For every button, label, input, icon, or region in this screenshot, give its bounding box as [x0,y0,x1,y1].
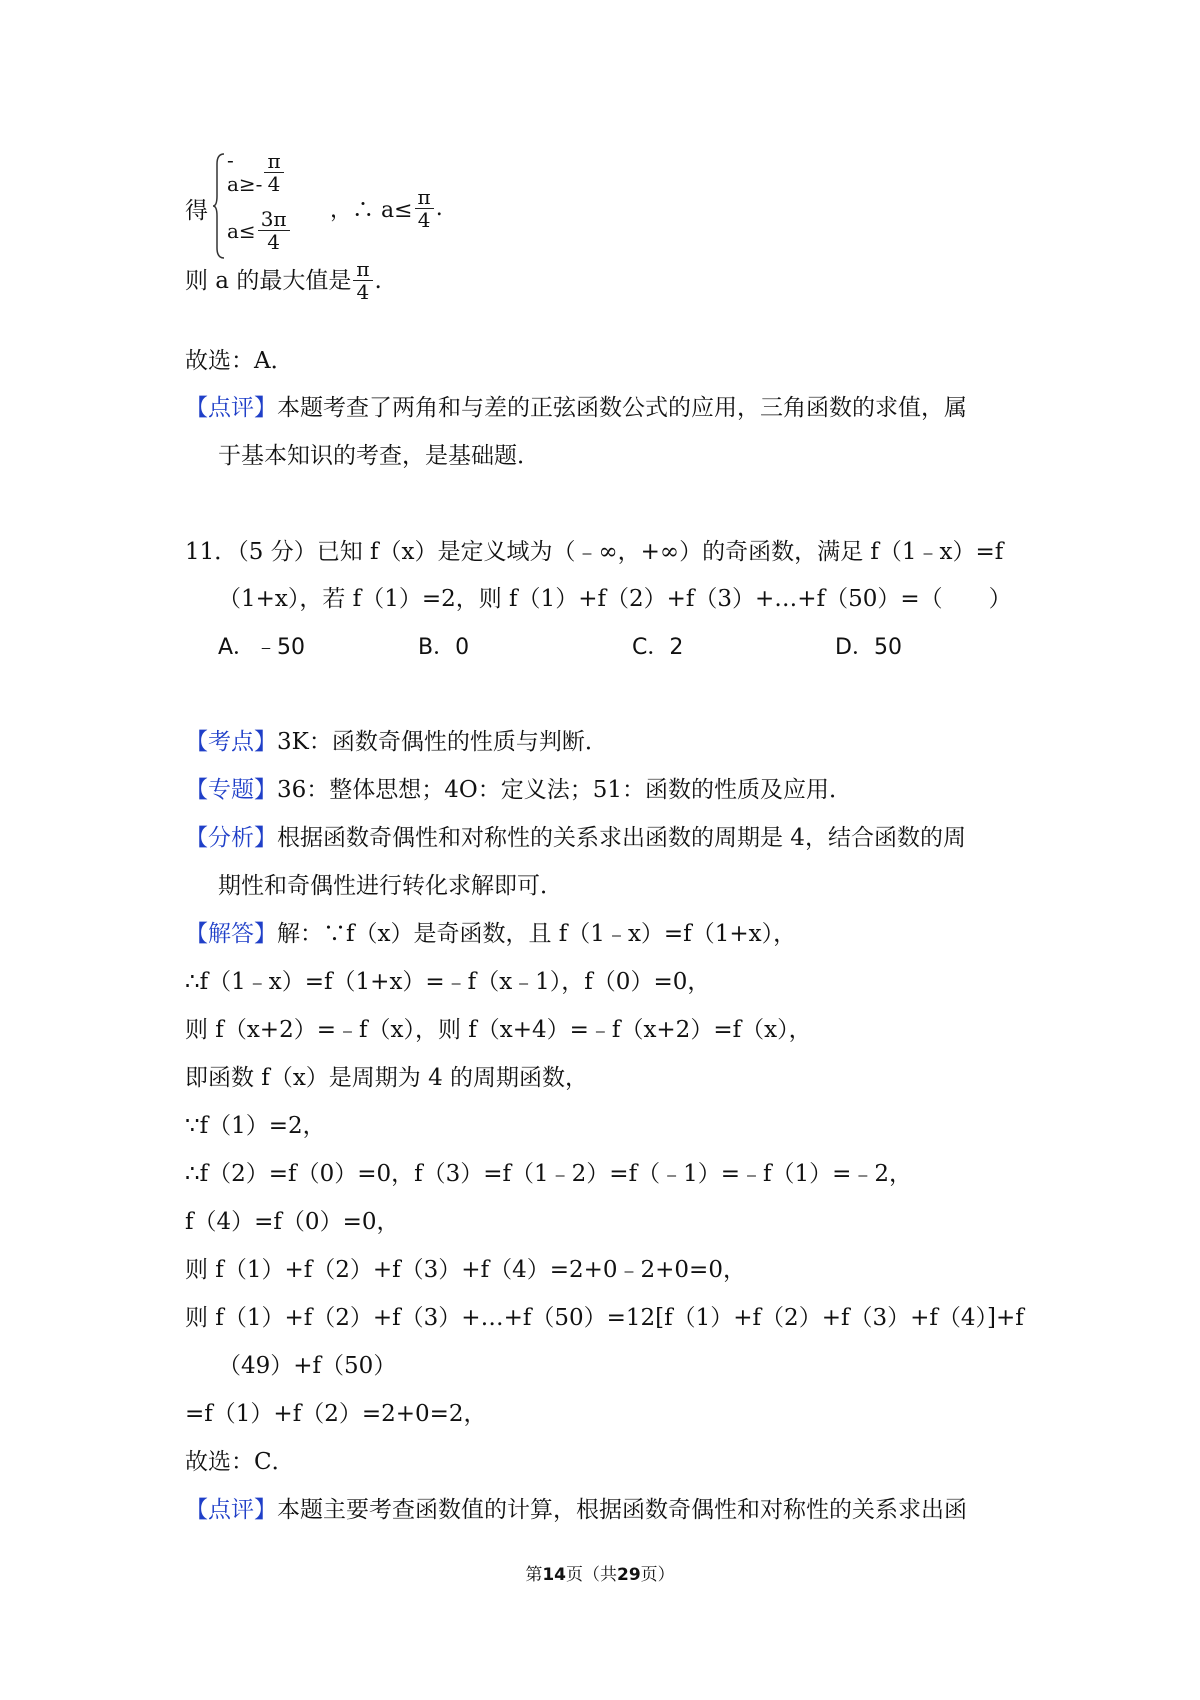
fraction-3pi-over-4: $\frac{3\pi}{4}$ [258,208,290,253]
previous-comment-line-2: 于基本知识的考查，是基础题． [218,443,540,469]
jieda-line-7: 则 f（1）+f（2）+f（3）+f（4）=2+0﹣2+0=0， [185,1257,746,1283]
jieda-line-11: 故选：C． [185,1449,295,1475]
fenxi-line-2: 期性和奇偶性进行转化求解即可． [218,873,563,899]
comment-tag: 【点评】 [185,395,277,421]
page-total: 29 [617,1565,641,1585]
question-line-2: （1+x），若 f（1）=2，则 f（1）+f（2）+f（3）+…+f（50）=（ ） [218,586,1012,612]
jieda-line-5: ∴f（2）=f（0）=0，f（3）=f（1﹣2）=f（﹣1）=﹣f（1）=﹣2， [185,1161,913,1187]
jieda-line-2: 则 f（x+2）=﹣f（x），则 f（x+4）=﹣f（x+2）=f（x）， [185,1017,812,1043]
zhuanti-tag: 【专题】 [185,777,277,803]
inequality-row-2: a≤ $\frac{3\pi}{4}$ [227,208,292,253]
left-brace [213,152,225,260]
jieda-line-3: 即函数 f（x）是周期为 4 的周期函数， [185,1065,589,1091]
kaodian-tag: 【考点】 [185,729,277,755]
choice-c: C．2 [632,635,684,660]
jieda-line-4: ∵f（1）=2， [185,1113,326,1139]
choice-a: A．﹣50 [218,635,306,660]
jieda-line-0: 【解答】解：∵f（x）是奇函数，且 f（1﹣x）=f（1+x）， [185,921,797,947]
jieda-line-10: =f（1）+f（2）=2+0=2， [185,1401,487,1427]
comment-line: 【点评】本题主要考查函数值的计算，根据函数奇偶性和对称性的关系求出函 [185,1497,967,1523]
fenxi-tag: 【分析】 [185,825,277,851]
fraction-pi-over-4: $\frac{\pi}{4}$ [415,186,434,231]
choice-b: B．0 [418,635,470,660]
jieda-line-6: f（4）=f（0）=0， [185,1209,400,1235]
max-value-line: 则 a 的最大值是 $\frac{\pi}{4}$ . [185,257,382,304]
kaodian-line: 【考点】3K：函数奇偶性的性质与判断． [185,729,608,755]
jieda-line-9: （49）+f（50） [218,1353,397,1379]
fraction-pi-over-4: $\frac{\pi}{4}$ [264,150,283,195]
zhuanti-line: 【专题】36：整体思想；4O：定义法；51：函数的性质及应用． [185,777,853,803]
inequality-row-1: -a≥- $\frac{\pi}{4}$ [227,148,286,196]
comment-tag: 【点评】 [185,1497,277,1523]
de-label: 得 [185,198,208,224]
page-footer: 第14页（共29页） [525,1565,675,1585]
jieda-line-8: 则 f（1）+f（2）+f（3）+…+f（50）=12[f（1）+f（2）+f（3）+f（4）]+f [185,1305,1024,1331]
jieda-line-1: ∴f（1﹣x）=f（1+x）=﹣f（x﹣1），f（0）=0， [185,969,711,995]
inequality-conclusion: ，∴ a≤ $\frac{\pi}{4}$ . [330,185,443,232]
previous-comment-line-1: 【点评】本题考查了两角和与差的正弦函数公式的应用，三角函数的求值，属 [185,395,967,421]
question-line-1: 11．（5 分）已知 f（x）是定义域为（﹣∞，+∞）的奇函数，满足 f（1﹣x）=f [185,539,1004,565]
previous-answer: 故选：A． [185,348,294,374]
page-number: 14 [542,1565,566,1585]
jieda-tag: 【解答】 [185,921,277,947]
fraction-pi-over-4: $\frac{\pi}{4}$ [353,258,372,303]
choice-d: D．50 [835,635,902,660]
fenxi-line-1: 【分析】根据函数奇偶性和对称性的关系求出函数的周期是 4，结合函数的周 [185,825,966,851]
